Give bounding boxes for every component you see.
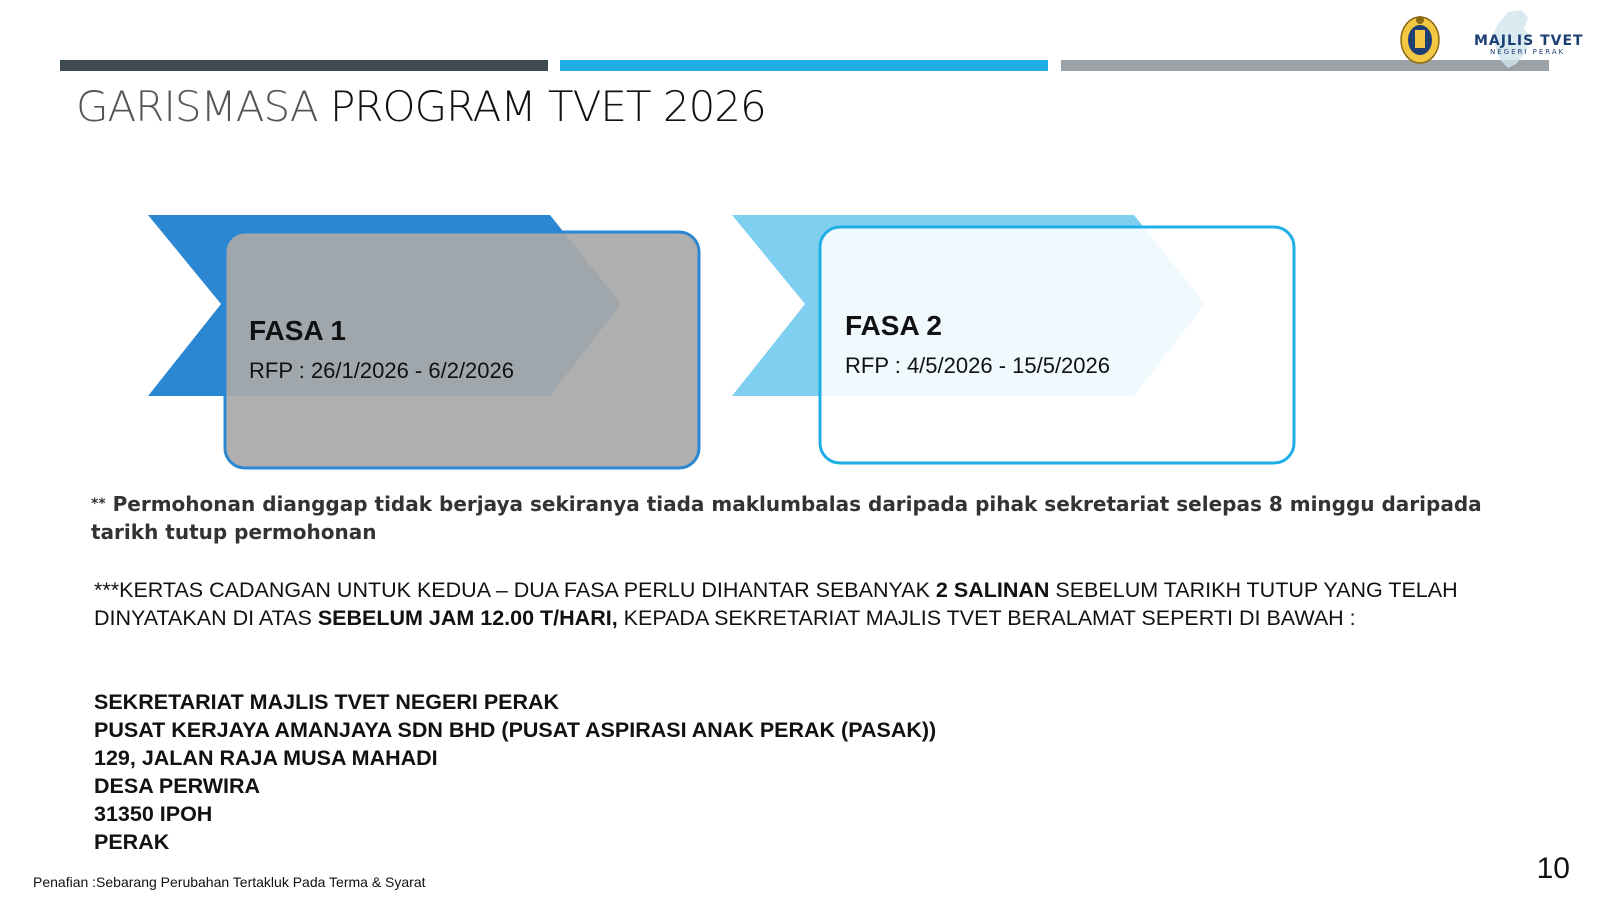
submission-instruction [94,576,1554,632]
fasa-2-label: FASA 2 [845,310,942,341]
address-line: PERAK [94,830,170,854]
address-line: DESA PERWIRA [94,774,261,798]
address-line: 129, JALAN RAJA MUSA MAHADI [94,746,438,770]
logo-name: MAJLIS TVET [1474,33,1584,49]
page-number: 10 [1536,852,1570,885]
instruction-part1: ***KERTAS CADANGAN UNTUK KEDUA – DUA FASA PERLU DIHANTAR SEBANYAK [94,578,936,602]
address-line: 31350 IPOH [94,802,213,826]
fasa-1-rfp: RFP : 26/1/2026 - 6/2/2026 [249,358,514,383]
fasa-2-rfp: RFP : 4/5/2026 - 15/5/2026 [845,353,1110,378]
disclaimer: Penafian :Sebarang Perubahan Tertakluk Pada Terma & Syarat [33,874,426,890]
instruction-part3: KEPADA SEKRETARIAT MAJLIS TVET BERALAMAT SEPERTI DI BAWAH : [617,606,1356,630]
instruction-part2: SEBELUM TARIKH TUTUP YANG TELAH DINYATAKAN DI ATAS [94,578,1458,630]
instruction-bold1: 2 SALINAN [935,578,1050,602]
note-text: Permohonan dianggap tidak berjaya sekiranya tiada maklumbalas daripada pihak sekretariat selepas 8 minggu daripada tarikh tutup permohonan [91,492,1482,544]
fasa-2-card [820,227,1294,463]
logo-subname: NEGERI PERAK [1490,48,1566,56]
address-line: SEKRETARIAT MAJLIS TVET NEGERI PERAK [94,690,560,714]
address-line: PUSAT KERJAYA AMANJAYA SDN BHD (PUSAT ASPIRASI ANAK PERAK (PASAK)) [94,718,937,742]
title-light: GARISMASA [76,82,318,131]
fasa-1-label: FASA 1 [249,315,346,346]
instruction-bold2: SEBELUM JAM 12.00 T/HARI, [317,606,618,630]
rejection-note [91,490,1551,546]
title-dark: PROGRAM TVET 2026 [330,82,766,131]
fasa-1-card [225,232,699,468]
note-stars: ** [91,496,106,512]
secretariat-address [94,688,936,856]
